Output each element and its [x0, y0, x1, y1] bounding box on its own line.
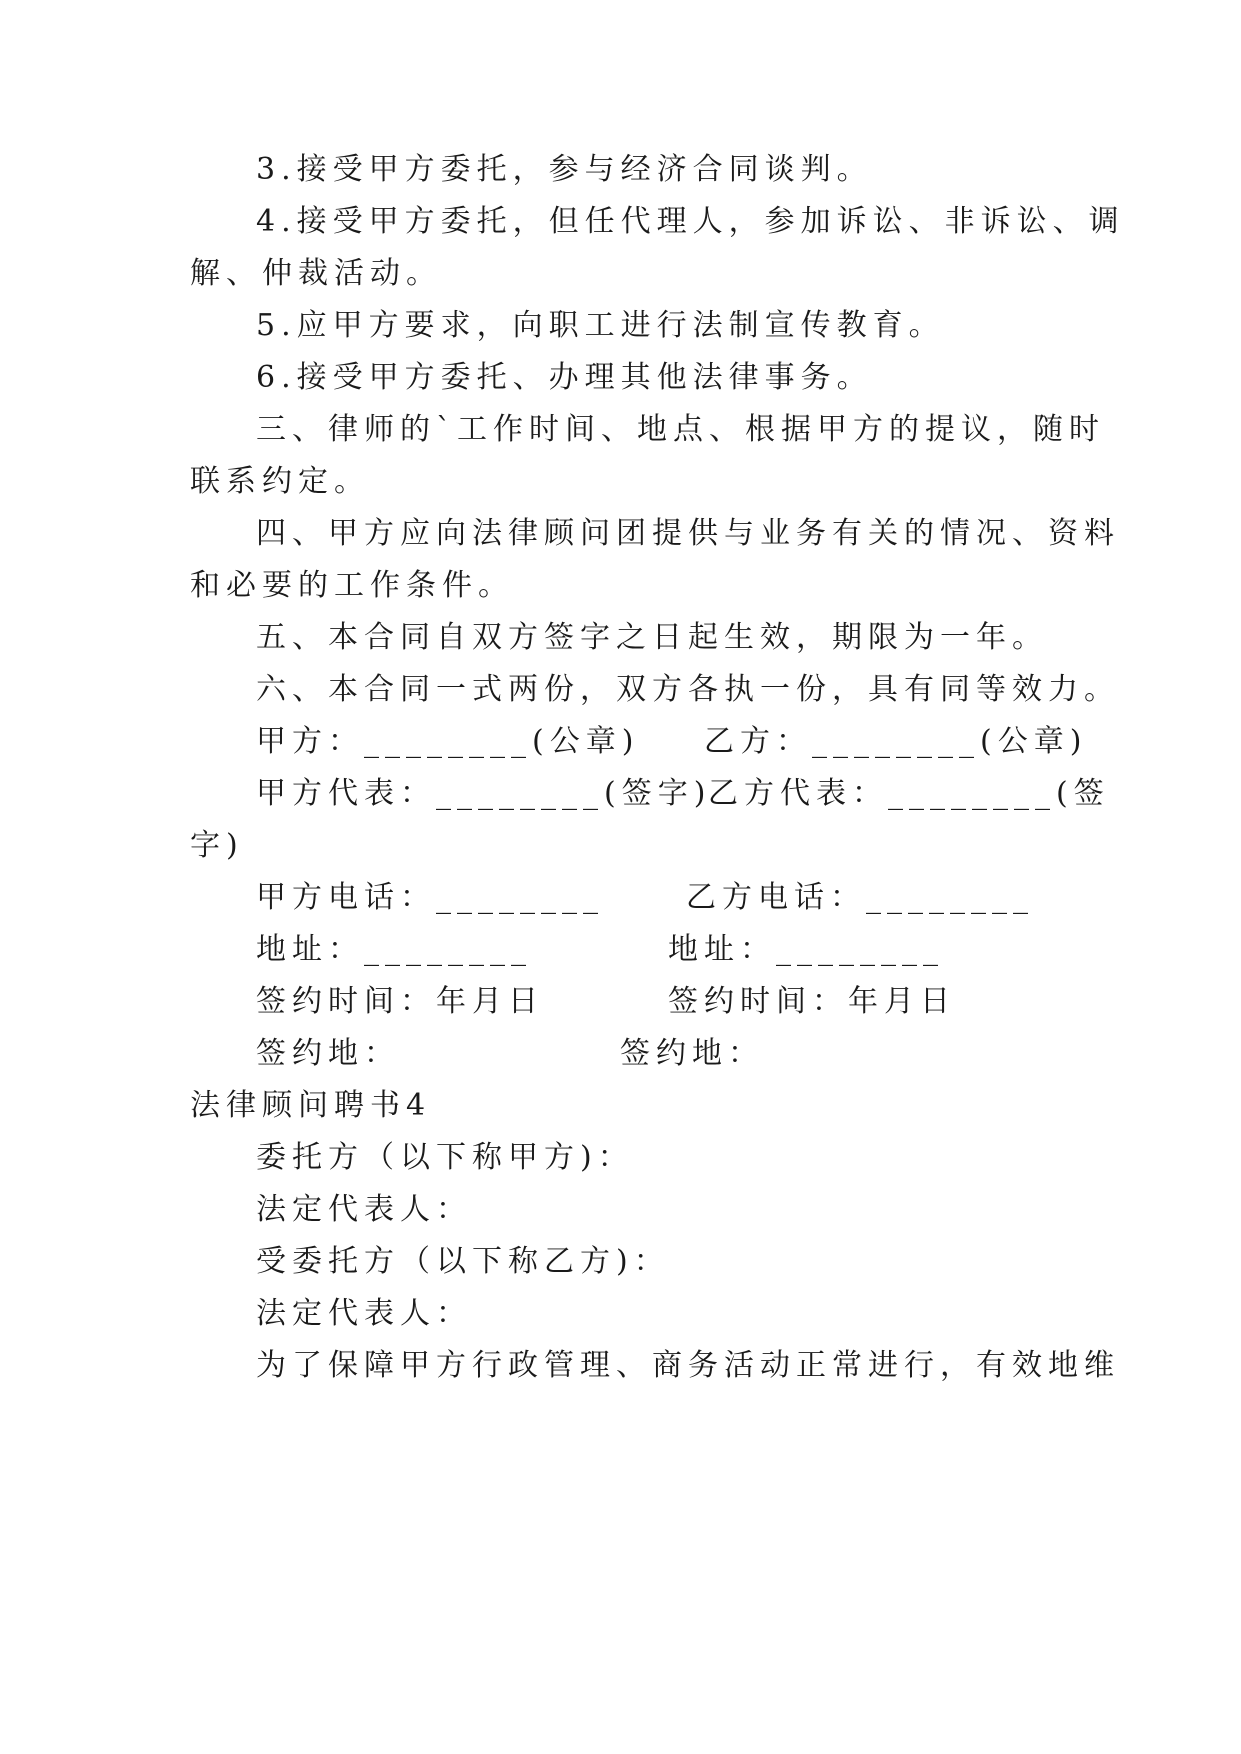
- entrusted-party-line: 受委托方（以下称乙方)：: [256, 1244, 670, 1279]
- clause-line-7: 五、本合同自双方签字之日起生效，期限为一年。: [256, 620, 1048, 655]
- client-party-line: 委托方（以下称甲方)：: [256, 1140, 634, 1175]
- purpose-line: 为了保障甲方行政管理、商务活动正常进行，有效地维: [256, 1348, 1120, 1383]
- party-b-sign-place: 签约地：: [620, 1036, 764, 1071]
- party-a-rep: 甲方代表：________(签字): [256, 776, 712, 811]
- clause-line-4: 6.接受甲方委托、办理其他法律事务。: [256, 360, 873, 395]
- party-a-seal: 甲方：________(公章): [256, 724, 640, 759]
- clause-line-2-cont: 解、仲裁活动。: [190, 256, 442, 291]
- clause-line-5-cont: 联系约定。: [190, 464, 370, 499]
- party-b-sign-date: 签约时间：年月日: [668, 984, 956, 1019]
- party-b-address: 地址：________: [668, 932, 944, 967]
- client-legal-rep-line: 法定代表人：: [256, 1192, 472, 1227]
- entrusted-legal-rep-line: 法定代表人：: [256, 1296, 472, 1331]
- party-b-phone: 乙方电话：________: [686, 880, 1034, 915]
- clause-line-6: 四、甲方应向法律顾问团提供与业务有关的情况、资料: [256, 516, 1120, 551]
- clause-line-6-cont: 和必要的工作条件。: [190, 568, 514, 603]
- party-b-rep-cont: 字): [190, 828, 244, 863]
- section-title: 法律顾问聘书4: [190, 1088, 432, 1123]
- clause-line-2: 4.接受甲方委托，但任代理人，参加诉讼、非诉讼、调: [256, 204, 1125, 239]
- party-b-rep: 乙方代表：________(签: [708, 776, 1110, 811]
- party-a-address: 地址：________: [256, 932, 532, 967]
- clause-line-1: 3.接受甲方委托，参与经济合同谈判。: [256, 152, 873, 187]
- party-a-sign-date: 签约时间：年月日: [256, 984, 544, 1019]
- party-a-phone: 甲方电话：________: [256, 880, 604, 915]
- party-b-seal: 乙方：________(公章): [704, 724, 1088, 759]
- clause-line-3: 5.应甲方要求，向职工进行法制宣传教育。: [256, 308, 945, 343]
- clause-line-8: 六、本合同一式两份，双方各执一份，具有同等效力。: [256, 672, 1120, 707]
- party-a-sign-place: 签约地：: [256, 1036, 400, 1071]
- clause-line-5: 三、律师的`工作时间、地点、根据甲方的提议，随时: [256, 412, 1105, 447]
